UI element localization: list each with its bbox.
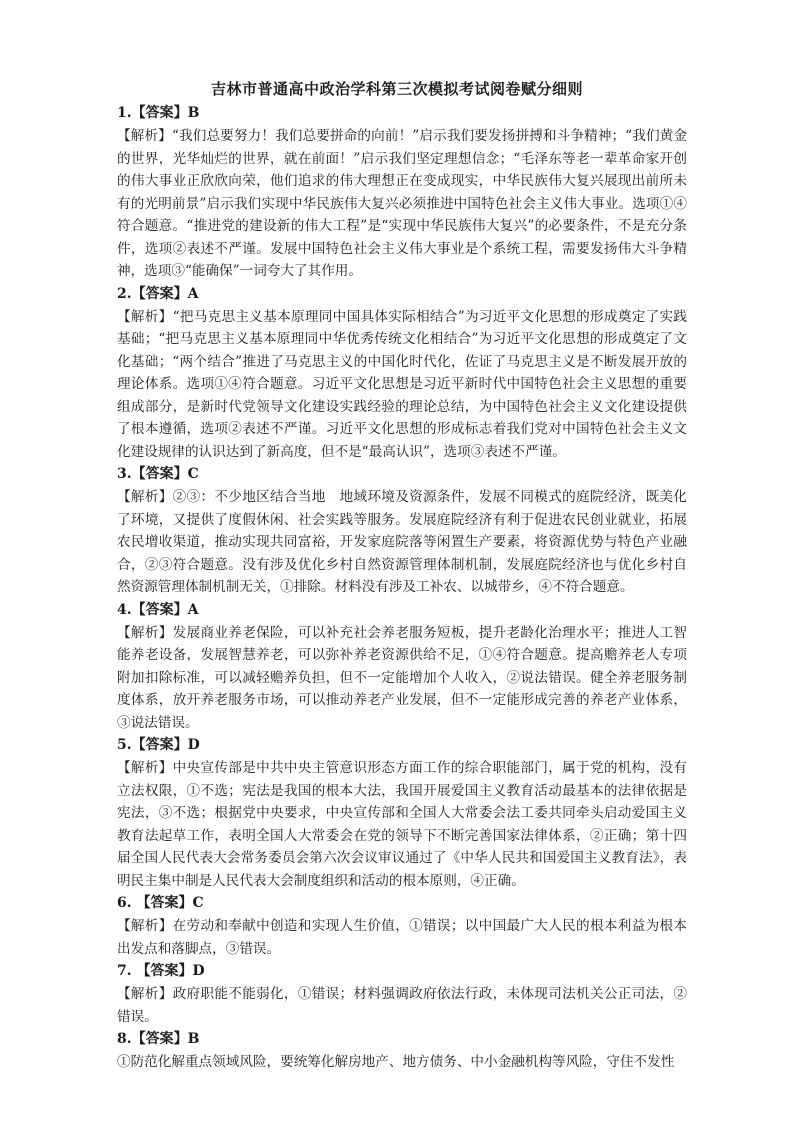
question-2-answer: 2.【答案】A: [117, 285, 199, 302]
question-7-analysis: 【解析】政府职能不能弱化，①错误；材料强调政府依法行政，未体现司法机关公正司法，②错误。: [117, 986, 687, 1025]
question-5-analysis: 【解析】中央宣传部是中共中央主管意识形态方面工作的综合职能部门，属于党的机构，没有立法权限，①不选；宪法是我国的根本大法，我国开展爱国主义教育活动最基本的法律依据是宪法，③不选；根据党中央要求，中央宣传部和全国人大常委会法工委共同牵头启动爱国主义教育法起草工作，表明全国人大常委会在党的领导下不断完善国家法律体系，②正确；第十四届全国人民代表大会常务委员会第六次会议审议通过了《中华人民共和国爱国主义教育法》，表明民主集中制是人民代表大会制度组织和活动的根本原则，④正确。: [117, 760, 687, 889]
question-3-answer: 3.【答案】C: [117, 466, 199, 482]
document-title: 吉林市普通高中政治学科第三次模拟考试阅卷赋分细则: [210, 80, 583, 98]
question-7-answer: 7. 【答案】D: [117, 963, 205, 979]
answer-list: [117, 102, 687, 1074]
question-8-analysis: ①防范化解重点领域风险，要统筹化解房地产、地方债务、中小金融机构等风险，守住不发性: [117, 1054, 675, 1070]
question-1-analysis: 【解析】“我们总要努力！我们总要拼命的向前！”启示我们要发扬拼搏和斗争精神；“我们黄金的世界，光华灿烂的世界，就在前面！”启示我们坚定理想信念；“毛泽东等老一辈革命家开创的伟大事业正欣欣向荣，他们追求的伟大理想正在变成现实，中华民族伟大复兴展现出前所未有的光明前景”启示我们实现中华民族伟大复兴必须推进中国特色社会主义伟大事业。选项①④符合题意。“推进党的建设新的伟大工程”是“实现中华民族伟大复兴”的必要条件，不是充分条件，选项②表述不严谨。发展中国特色社会主义伟大事业是个系统工程，需要发扬伟大斗争精神，选项③“能确保”一词夸大了其作用。: [117, 128, 687, 279]
question-8-answer: 8.【答案】B: [117, 1031, 200, 1047]
question-3-analysis: 【解析】②③：不少地区结合当地 地域环境及资源条件，发展不同模式的庭院经济，既美化了环境，又提供了度假休闲、社会实践等服务。发展庭院经济有利于促进农民创业就业，拓展农民增收渠道，推动实现共同富裕，开发家庭院落等闲置生产要素，将资源优势与特色产业融合，②③符合题意。没有涉及优化乡村自然资源管理体制机制，发展庭院经济也与优化乡村自然资源管理体制机制无关，①排除。材料没有涉及工补农、以城带乡，④不符合题意。: [117, 489, 687, 595]
question-2-analysis: 【解析】“把马克思主义基本原理同中国具体实际相结合”为习近平文化思想的形成奠定了实践基础；“把马克思主义基本原理同中华优秀传统文化相结合”为习近平文化思想的形成奠定了文化基础；“两个结合”推进了马克思主义的中国化时代化，佐证了马克思主义是不断发展开放的理论体系。选项①④符合题意。习近平文化思想是习近平新时代中国特色社会主义思想的重要组成部分，是新时代党领导文化建设实践经验的理论总结，为中国特色社会主义文化建设提供了根本遵循，选项②表述不严谨。习近平文化思想的形成标志着我们党对中国特色社会主义文化建设规律的认识达到了新高度，但不是“最高认识”，选项③表述不严谨。: [117, 308, 687, 460]
question-6-analysis: 【解析】在劳动和奉献中创造和实现人生价值，①错误；以中国最广大人民的根本利益为根本出发点和落脚点，③错误。: [117, 918, 687, 957]
question-6-answer: 6. 【答案】C: [117, 895, 204, 911]
question-1-answer: 1.【答案】B: [117, 105, 200, 121]
question-5-answer: 5.【答案】D: [117, 737, 200, 753]
question-4-answer: 4.【答案】A: [117, 601, 199, 618]
question-4-analysis: 【解析】发展商业养老保险，可以补充社会养老服务短板，提升老龄化治理水平；推进人工智能养老设备，发展智慧养老，可以弥补养老资源供给不足，①④符合题意。提高赡养老人专项附加扣除标准，可以减轻赡养负担，但不一定能增加个人收入，②说法错误。健全养老服务制度体系，放开养老服务市场，可以推动养老产业发展，但不一定能形成完善的养老产业体系，③说法错误。: [117, 624, 687, 731]
